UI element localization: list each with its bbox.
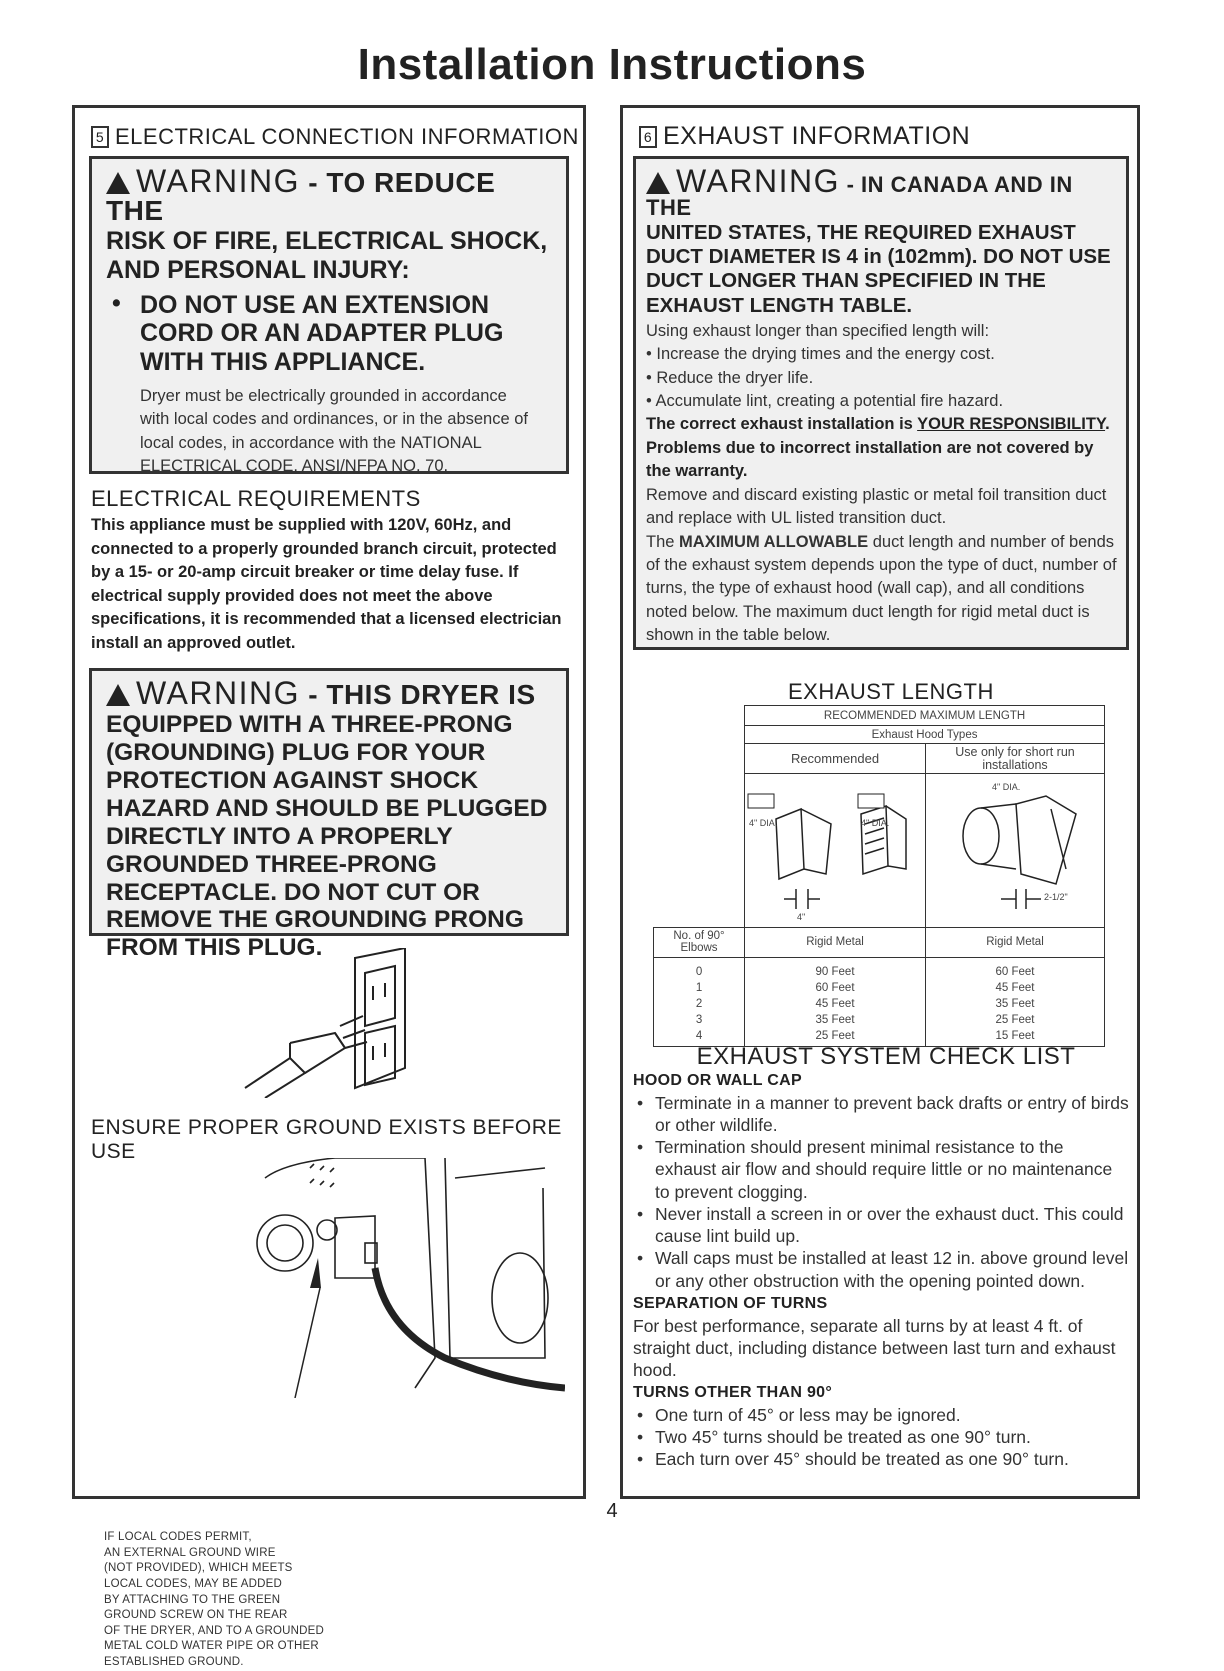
warning-triangle-icon <box>106 684 130 706</box>
col-duct-b: Rigid Metal <box>926 928 1105 958</box>
warning-bullet <box>106 288 556 377</box>
warning-box-extension-cord <box>89 156 569 474</box>
warning-triangle-icon <box>646 172 670 194</box>
electrical-requirements-title: ELECTRICAL REQUIREMENTS <box>91 486 421 511</box>
table-cell-rec: 45 Feet <box>815 998 855 1011</box>
warning-dash: - <box>299 679 327 710</box>
ground-note-line: OF THE DRYER, AND TO A GROUNDED <box>104 1624 325 1637</box>
ensure-ground-caption: ENSURE PROPER GROUND EXISTS BEFORE USE <box>91 1116 562 1163</box>
max-text-2: duct length and number of bends of the exhaust system depends upon the type of duct, number of turns, the type of exhaust hood (wall cap), and all conditions noted below. The maximum duct length for rigid metal duct is shown in the table below. <box>646 532 1117 645</box>
separation-body: For best performance, separate all turns by at least 4 ft. of straight duct, including distance between last turn and exhaust hood. <box>633 1315 1116 1380</box>
checklist-item: • Wall caps must be installed at least 12 in. above ground level or any other obstruction with the opening pointed down. <box>633 1247 1129 1291</box>
ground-note-line: ESTABLISHED GROUND. <box>104 1656 244 1668</box>
warning-body: EQUIPPED WITH A THREE-PRONG (GROUNDING) PLUG FOR YOUR PROTECTION AGAINST SHOCK HAZARD AND SHOULD BE PLUGGED DIRECTLY INTO A PROPERLY GROUNDED THREE-PRONG RECEPTACLE. DO NOT CUT OR REMOVE THE GROUNDING PRONG FROM THIS PLUG. <box>106 711 548 962</box>
section-number: 6 <box>639 126 657 148</box>
table-cell-elbows: 1 <box>695 982 703 995</box>
ground-note-line: (NOT PROVIDED), WHICH MEETS <box>104 1562 293 1575</box>
col-short-run: Use only for short run installations <box>926 744 1105 774</box>
ground-wire-note-text <box>104 1530 324 1671</box>
responsibility-note <box>646 413 1118 483</box>
section-title: ELECTRICAL CONNECTION INFORMATION <box>115 124 579 149</box>
recommended-values <box>745 958 926 1047</box>
elbows-values <box>654 958 745 1047</box>
warning-bullet-item: • Accumulate lint, creating a potential fire hazard. <box>646 392 1004 411</box>
checklist-item: • Never install a screen in or over the exhaust duct. This could cause lint build up. <box>633 1203 1129 1247</box>
warning-body: Dryer must be electrically grounded in accordance with local codes and ordinances, or in the absence of local codes, in accordance with the NATIONAL ELECTRICAL CODE, ANSI/NFPA NO. 70. <box>140 386 528 476</box>
warning-triangle-icon <box>106 172 130 194</box>
checklist-item: • Two 45° turns should be treated as one 90° turn. <box>633 1426 1129 1448</box>
warning-line: RISK OF FIRE, ELECTRICAL SHOCK, AND PERSONAL INJURY: <box>106 227 548 284</box>
table-cell-rec: 25 Feet <box>815 1030 855 1043</box>
electrical-requirements-body: This appliance must be supplied with 120V, 60Hz, and connected to a properly grounded branch circuit, protected by a 15- or 20-amp circuit breaker or time delay fuse. If electrical supply provided does not meet the above specifications, it is recommended that a licensed electrician install an approved outlet. <box>91 516 562 652</box>
checklist-title: EXHAUST SYSTEM CHECK LIST <box>696 1043 1076 1070</box>
page-title: Installation Instructions <box>357 40 867 89</box>
warning-bullet-item: • Reduce the dryer life. <box>646 368 814 387</box>
checklist-item: • Termination should present minimal resistance to the exhaust air flow and should require little or no maintenance to prevent clogging. <box>633 1136 1129 1203</box>
page-number: 4 <box>606 1500 618 1522</box>
table-cell-elbows: 4 <box>695 1030 703 1043</box>
electrical-section <box>72 105 586 1668</box>
table-cell-short: 25 Feet <box>995 1014 1035 1027</box>
warning-dash: - <box>839 172 862 197</box>
responsibility-text: The correct exhaust installation is <box>646 415 918 434</box>
section-number: 5 <box>91 126 109 148</box>
table-cell-rec: 35 Feet <box>815 1014 855 1027</box>
warning-dash: - <box>299 167 327 198</box>
warning-intro: Using exhaust longer than specified length will: <box>646 321 990 340</box>
dia-label-b: 4" DIA. <box>861 818 890 828</box>
exhaust-section <box>620 105 1140 1499</box>
hood-wall-cap-title: HOOD OR WALL CAP <box>633 1072 802 1089</box>
turns-checklist <box>633 1404 1129 1471</box>
warning-word: WARNING <box>136 163 300 199</box>
warning-lead: THIS DRYER IS <box>326 679 536 710</box>
max-length-note <box>646 531 1118 648</box>
dim-label-a: 4" <box>797 912 806 922</box>
warning-word: WARNING <box>136 675 300 711</box>
col-duct-a: Rigid Metal <box>745 928 926 958</box>
ground-note-line: BY ATTACHING TO THE GREEN <box>104 1593 281 1606</box>
exhaust-length-title: EXHAUST LENGTH <box>788 679 994 704</box>
hood-illustration-short-run <box>926 774 1105 928</box>
table-cell-short: 35 Feet <box>995 998 1035 1011</box>
checklist-item: • Terminate in a manner to prevent back drafts or entry of birds or other wildlife. <box>633 1092 1129 1136</box>
table-cell-elbows: 0 <box>695 966 703 978</box>
table-cell-short: 15 Feet <box>995 1030 1035 1043</box>
hood-illustration-recommended <box>745 774 926 928</box>
warning-lead: TO REDUCE THE <box>106 167 496 226</box>
col-recommended: Recommended <box>745 744 926 774</box>
table-cell-short: 60 Feet <box>995 966 1035 978</box>
warning-lead: IN CANADA AND IN THE <box>646 172 1073 220</box>
warning-bullet-text: DO NOT USE AN EXTENSION CORD OR AN ADAPTER PLUG WITH THIS APPLIANCE. <box>140 290 504 376</box>
warning-body: UNITED STATES, THE REQUIRED EXHAUST DUCT DIAMETER IS 4 in (102mm). DO NOT USE DUCT LONGER THAN SPECIFIED IN THE EXHAUST LENGTH TABLE. <box>646 221 1111 317</box>
short-run-values <box>926 958 1105 1047</box>
warning-word: WARNING <box>676 163 840 199</box>
exhaust-length-table <box>653 705 1105 1047</box>
ground-note-line: IF LOCAL CODES PERMIT, <box>104 1531 252 1543</box>
max-bold: MAXIMUM ALLOWABLE <box>679 532 869 551</box>
checklist-item: • Each turn over 45° should be treated as one 90° turn. <box>633 1448 1129 1470</box>
ground-note-line: AN EXTERNAL GROUND WIRE <box>104 1546 276 1559</box>
bullet-icon: • <box>112 288 121 317</box>
exhaust-checklist <box>633 1043 1129 1471</box>
max-text-1: The <box>646 532 680 551</box>
table-cell-rec: 90 Feet <box>815 966 855 978</box>
electrical-section-header <box>75 108 583 150</box>
table-header-hood-types: Exhaust Hood Types <box>745 726 1105 744</box>
exhaust-section-header <box>623 108 1137 151</box>
warning-bullets <box>646 343 1118 413</box>
responsibility-emphasis: YOUR RESPONSIBILITY <box>917 415 1106 434</box>
hood-checklist <box>633 1092 1129 1292</box>
responsibility-text-2: . Problems due to incorrect installation are not covered by the warranty. <box>646 415 1110 481</box>
ground-note-line: METAL COLD WATER PIPE OR OTHER <box>104 1640 319 1653</box>
transition-duct-note: Remove and discard existing plastic or metal foil transition duct and replace with UL listed transition duct. <box>646 485 1107 528</box>
separation-title: SEPARATION OF TURNS <box>633 1294 828 1312</box>
hood-recommended-icon <box>746 774 924 924</box>
ground-note-line: LOCAL CODES, MAY BE ADDED <box>104 1577 282 1590</box>
turns-title: TURNS OTHER THAN 90° <box>633 1384 833 1402</box>
warning-box-three-prong <box>89 668 569 962</box>
warning-box-exhaust <box>633 156 1129 650</box>
table-header-recommended-max: RECOMMENDED MAXIMUM LENGTH <box>745 706 1105 726</box>
dia-label-c: 4" DIA. <box>992 782 1021 792</box>
ground-note-line: GROUND SCREW ON THE REAR <box>104 1609 288 1622</box>
table-cell-elbows: 3 <box>695 1014 703 1027</box>
table-cell-short: 45 Feet <box>995 982 1035 995</box>
table-cell-elbows: 2 <box>695 998 703 1011</box>
section-title: EXHAUST INFORMATION <box>663 122 971 150</box>
col-elbows: No. of 90° Elbows <box>654 928 745 958</box>
dryer-rear-illustration <box>225 1158 565 1398</box>
warning-bullet-item: • Increase the drying times and the energy cost. <box>646 345 995 364</box>
checklist-item: • One turn of 45° or less may be ignored. <box>633 1404 1129 1426</box>
hood-short-run-icon <box>926 774 1104 924</box>
table-cell-rec: 60 Feet <box>815 982 855 995</box>
electrical-requirements <box>91 486 577 656</box>
dim-label-b: 2-1/2" <box>1044 892 1068 902</box>
plug-outlet-illustration <box>235 948 435 1098</box>
dia-label-a: 4" DIA. <box>749 818 778 828</box>
